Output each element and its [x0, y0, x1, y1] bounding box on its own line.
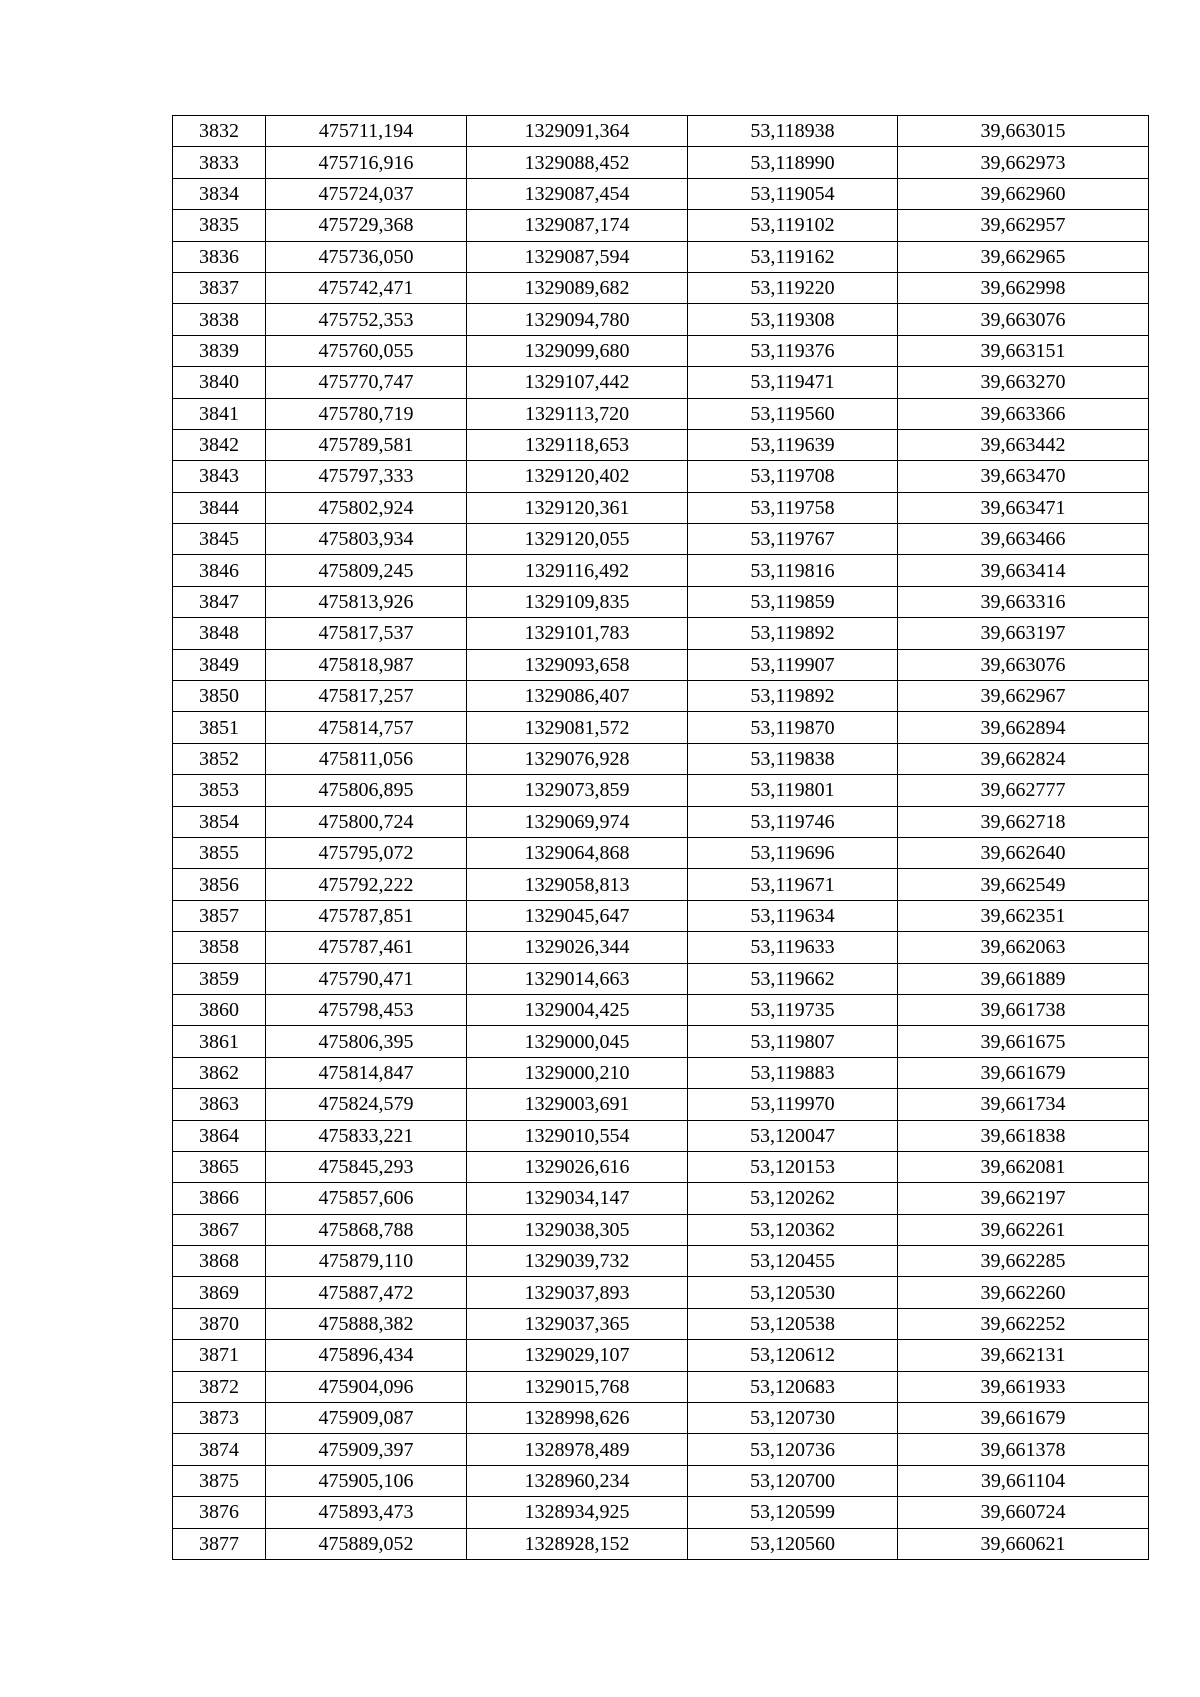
table-row: [173, 1403, 1149, 1434]
table-row: [173, 649, 1149, 680]
longitude-cell: 39,662063: [898, 932, 1149, 963]
y-coordinate-cell: 1329094,780: [467, 304, 688, 335]
longitude-cell: 39,662260: [898, 1277, 1149, 1308]
point-number-cell: 3865: [173, 1151, 266, 1182]
point-number-cell: 3854: [173, 806, 266, 837]
y-coordinate-cell: 1329026,344: [467, 932, 688, 963]
point-number-cell: 3860: [173, 994, 266, 1025]
table-row: [173, 1308, 1149, 1339]
latitude-cell: 53,120047: [688, 1120, 898, 1151]
point-number-cell: 3858: [173, 932, 266, 963]
table-row: [173, 963, 1149, 994]
latitude-cell: 53,119807: [688, 1026, 898, 1057]
table-row: [173, 304, 1149, 335]
x-coordinate-cell: 475817,257: [266, 681, 467, 712]
y-coordinate-cell: 1329003,691: [467, 1089, 688, 1120]
x-coordinate-cell: 475888,382: [266, 1308, 467, 1339]
latitude-cell: 53,119907: [688, 649, 898, 680]
point-number-cell: 3836: [173, 241, 266, 272]
table-row: [173, 1214, 1149, 1245]
table-row: [173, 1528, 1149, 1559]
table-row: [173, 524, 1149, 555]
table-row: [173, 178, 1149, 209]
table-row: [173, 712, 1149, 743]
point-number-cell: 3867: [173, 1214, 266, 1245]
y-coordinate-cell: 1328960,234: [467, 1465, 688, 1496]
x-coordinate-cell: 475896,434: [266, 1340, 467, 1371]
table-row: [173, 335, 1149, 366]
x-coordinate-cell: 475818,987: [266, 649, 467, 680]
table-row: [173, 1277, 1149, 1308]
longitude-cell: 39,662261: [898, 1214, 1149, 1245]
x-coordinate-cell: 475798,453: [266, 994, 467, 1025]
point-number-cell: 3840: [173, 367, 266, 398]
longitude-cell: 39,663470: [898, 461, 1149, 492]
longitude-cell: 39,663076: [898, 304, 1149, 335]
table-row: [173, 1151, 1149, 1182]
table-row: [173, 1371, 1149, 1402]
longitude-cell: 39,662640: [898, 837, 1149, 868]
x-coordinate-cell: 475789,581: [266, 429, 467, 460]
x-coordinate-cell: 475893,473: [266, 1497, 467, 1528]
table-row: [173, 147, 1149, 178]
x-coordinate-cell: 475845,293: [266, 1151, 467, 1182]
longitude-cell: 39,660621: [898, 1528, 1149, 1559]
x-coordinate-cell: 475889,052: [266, 1528, 467, 1559]
longitude-cell: 39,661838: [898, 1120, 1149, 1151]
point-number-cell: 3835: [173, 210, 266, 241]
latitude-cell: 53,119220: [688, 272, 898, 303]
x-coordinate-cell: 475711,194: [266, 116, 467, 147]
x-coordinate-cell: 475806,395: [266, 1026, 467, 1057]
longitude-cell: 39,662197: [898, 1183, 1149, 1214]
longitude-cell: 39,661738: [898, 994, 1149, 1025]
latitude-cell: 53,119708: [688, 461, 898, 492]
x-coordinate-cell: 475792,222: [266, 869, 467, 900]
y-coordinate-cell: 1329045,647: [467, 900, 688, 931]
y-coordinate-cell: 1329118,653: [467, 429, 688, 460]
y-coordinate-cell: 1329004,425: [467, 994, 688, 1025]
table-row: [173, 210, 1149, 241]
x-coordinate-cell: 475790,471: [266, 963, 467, 994]
y-coordinate-cell: 1329113,720: [467, 398, 688, 429]
latitude-cell: 53,119633: [688, 932, 898, 963]
longitude-cell: 39,662957: [898, 210, 1149, 241]
y-coordinate-cell: 1329099,680: [467, 335, 688, 366]
table-row: [173, 272, 1149, 303]
x-coordinate-cell: 475824,579: [266, 1089, 467, 1120]
point-number-cell: 3856: [173, 869, 266, 900]
table-row: [173, 1434, 1149, 1465]
latitude-cell: 53,120530: [688, 1277, 898, 1308]
point-number-cell: 3851: [173, 712, 266, 743]
latitude-cell: 53,119735: [688, 994, 898, 1025]
point-number-cell: 3843: [173, 461, 266, 492]
longitude-cell: 39,661933: [898, 1371, 1149, 1402]
point-number-cell: 3837: [173, 272, 266, 303]
point-number-cell: 3859: [173, 963, 266, 994]
point-number-cell: 3833: [173, 147, 266, 178]
latitude-cell: 53,119662: [688, 963, 898, 994]
longitude-cell: 39,662894: [898, 712, 1149, 743]
y-coordinate-cell: 1329038,305: [467, 1214, 688, 1245]
table-row: [173, 555, 1149, 586]
point-number-cell: 3852: [173, 743, 266, 774]
longitude-cell: 39,661378: [898, 1434, 1149, 1465]
y-coordinate-cell: 1328928,152: [467, 1528, 688, 1559]
x-coordinate-cell: 475760,055: [266, 335, 467, 366]
longitude-cell: 39,662777: [898, 775, 1149, 806]
x-coordinate-cell: 475795,072: [266, 837, 467, 868]
x-coordinate-cell: 475833,221: [266, 1120, 467, 1151]
y-coordinate-cell: 1329014,663: [467, 963, 688, 994]
longitude-cell: 39,662252: [898, 1308, 1149, 1339]
latitude-cell: 53,119758: [688, 492, 898, 523]
point-number-cell: 3873: [173, 1403, 266, 1434]
point-number-cell: 3853: [173, 775, 266, 806]
longitude-cell: 39,662285: [898, 1246, 1149, 1277]
longitude-cell: 39,663151: [898, 335, 1149, 366]
x-coordinate-cell: 475800,724: [266, 806, 467, 837]
table-row: [173, 1089, 1149, 1120]
y-coordinate-cell: 1329064,868: [467, 837, 688, 868]
y-coordinate-cell: 1329087,454: [467, 178, 688, 209]
table-row: [173, 806, 1149, 837]
table-row: [173, 618, 1149, 649]
point-number-cell: 3876: [173, 1497, 266, 1528]
latitude-cell: 53,119671: [688, 869, 898, 900]
latitude-cell: 53,120700: [688, 1465, 898, 1496]
x-coordinate-cell: 475857,606: [266, 1183, 467, 1214]
table-row: [173, 367, 1149, 398]
x-coordinate-cell: 475752,353: [266, 304, 467, 335]
x-coordinate-cell: 475803,934: [266, 524, 467, 555]
table-row: [173, 492, 1149, 523]
longitude-cell: 39,662960: [898, 178, 1149, 209]
longitude-cell: 39,663015: [898, 116, 1149, 147]
longitude-cell: 39,663270: [898, 367, 1149, 398]
latitude-cell: 53,120730: [688, 1403, 898, 1434]
point-number-cell: 3877: [173, 1528, 266, 1559]
point-number-cell: 3848: [173, 618, 266, 649]
x-coordinate-cell: 475797,333: [266, 461, 467, 492]
table-row: [173, 932, 1149, 963]
y-coordinate-cell: 1329058,813: [467, 869, 688, 900]
latitude-cell: 53,120262: [688, 1183, 898, 1214]
x-coordinate-cell: 475736,050: [266, 241, 467, 272]
point-number-cell: 3832: [173, 116, 266, 147]
y-coordinate-cell: 1329087,594: [467, 241, 688, 272]
coordinates-table: [172, 115, 1149, 1560]
latitude-cell: 53,120736: [688, 1434, 898, 1465]
y-coordinate-cell: 1329120,361: [467, 492, 688, 523]
point-number-cell: 3850: [173, 681, 266, 712]
y-coordinate-cell: 1329076,928: [467, 743, 688, 774]
y-coordinate-cell: 1329086,407: [467, 681, 688, 712]
longitude-cell: 39,662718: [898, 806, 1149, 837]
latitude-cell: 53,120362: [688, 1214, 898, 1245]
y-coordinate-cell: 1329107,442: [467, 367, 688, 398]
table-row: [173, 681, 1149, 712]
x-coordinate-cell: 475729,368: [266, 210, 467, 241]
latitude-cell: 53,120683: [688, 1371, 898, 1402]
point-number-cell: 3857: [173, 900, 266, 931]
longitude-cell: 39,662824: [898, 743, 1149, 774]
y-coordinate-cell: 1329039,732: [467, 1246, 688, 1277]
latitude-cell: 53,119746: [688, 806, 898, 837]
point-number-cell: 3847: [173, 586, 266, 617]
y-coordinate-cell: 1329089,682: [467, 272, 688, 303]
longitude-cell: 39,662965: [898, 241, 1149, 272]
longitude-cell: 39,661675: [898, 1026, 1149, 1057]
latitude-cell: 53,120612: [688, 1340, 898, 1371]
table-row: [173, 743, 1149, 774]
x-coordinate-cell: 475909,397: [266, 1434, 467, 1465]
point-number-cell: 3870: [173, 1308, 266, 1339]
latitude-cell: 53,119892: [688, 618, 898, 649]
x-coordinate-cell: 475770,747: [266, 367, 467, 398]
y-coordinate-cell: 1329026,616: [467, 1151, 688, 1182]
point-number-cell: 3839: [173, 335, 266, 366]
latitude-cell: 53,119838: [688, 743, 898, 774]
x-coordinate-cell: 475814,847: [266, 1057, 467, 1088]
x-coordinate-cell: 475879,110: [266, 1246, 467, 1277]
longitude-cell: 39,662081: [898, 1151, 1149, 1182]
latitude-cell: 53,119816: [688, 555, 898, 586]
table-row: [173, 1183, 1149, 1214]
point-number-cell: 3849: [173, 649, 266, 680]
point-number-cell: 3834: [173, 178, 266, 209]
longitude-cell: 39,661889: [898, 963, 1149, 994]
latitude-cell: 53,119560: [688, 398, 898, 429]
latitude-cell: 53,119892: [688, 681, 898, 712]
y-coordinate-cell: 1329116,492: [467, 555, 688, 586]
point-number-cell: 3841: [173, 398, 266, 429]
x-coordinate-cell: 475742,471: [266, 272, 467, 303]
point-number-cell: 3842: [173, 429, 266, 460]
point-number-cell: 3861: [173, 1026, 266, 1057]
table-row: [173, 1246, 1149, 1277]
y-coordinate-cell: 1329120,055: [467, 524, 688, 555]
x-coordinate-cell: 475814,757: [266, 712, 467, 743]
point-number-cell: 3844: [173, 492, 266, 523]
x-coordinate-cell: 475716,916: [266, 147, 467, 178]
y-coordinate-cell: 1329109,835: [467, 586, 688, 617]
table-row: [173, 1465, 1149, 1496]
x-coordinate-cell: 475887,472: [266, 1277, 467, 1308]
latitude-cell: 53,119054: [688, 178, 898, 209]
latitude-cell: 53,119870: [688, 712, 898, 743]
point-number-cell: 3871: [173, 1340, 266, 1371]
x-coordinate-cell: 475787,461: [266, 932, 467, 963]
x-coordinate-cell: 475904,096: [266, 1371, 467, 1402]
x-coordinate-cell: 475780,719: [266, 398, 467, 429]
table-row: [173, 837, 1149, 868]
point-number-cell: 3864: [173, 1120, 266, 1151]
latitude-cell: 53,119639: [688, 429, 898, 460]
point-number-cell: 3845: [173, 524, 266, 555]
y-coordinate-cell: 1329029,107: [467, 1340, 688, 1371]
table-row: [173, 429, 1149, 460]
latitude-cell: 53,119634: [688, 900, 898, 931]
point-number-cell: 3862: [173, 1057, 266, 1088]
longitude-cell: 39,661679: [898, 1057, 1149, 1088]
latitude-cell: 53,120599: [688, 1497, 898, 1528]
y-coordinate-cell: 1329037,893: [467, 1277, 688, 1308]
latitude-cell: 53,119471: [688, 367, 898, 398]
latitude-cell: 53,120538: [688, 1308, 898, 1339]
table-row: [173, 775, 1149, 806]
latitude-cell: 53,119883: [688, 1057, 898, 1088]
longitude-cell: 39,663466: [898, 524, 1149, 555]
x-coordinate-cell: 475817,537: [266, 618, 467, 649]
point-number-cell: 3838: [173, 304, 266, 335]
y-coordinate-cell: 1329093,658: [467, 649, 688, 680]
latitude-cell: 53,118938: [688, 116, 898, 147]
longitude-cell: 39,661104: [898, 1465, 1149, 1496]
x-coordinate-cell: 475787,851: [266, 900, 467, 931]
point-number-cell: 3869: [173, 1277, 266, 1308]
x-coordinate-cell: 475724,037: [266, 178, 467, 209]
x-coordinate-cell: 475813,926: [266, 586, 467, 617]
latitude-cell: 53,119801: [688, 775, 898, 806]
table-row: [173, 1120, 1149, 1151]
latitude-cell: 53,119162: [688, 241, 898, 272]
y-coordinate-cell: 1329120,402: [467, 461, 688, 492]
y-coordinate-cell: 1329015,768: [467, 1371, 688, 1402]
y-coordinate-cell: 1329010,554: [467, 1120, 688, 1151]
latitude-cell: 53,118990: [688, 147, 898, 178]
longitude-cell: 39,662998: [898, 272, 1149, 303]
longitude-cell: 39,662131: [898, 1340, 1149, 1371]
table-row: [173, 994, 1149, 1025]
point-number-cell: 3855: [173, 837, 266, 868]
latitude-cell: 53,120153: [688, 1151, 898, 1182]
longitude-cell: 39,663471: [898, 492, 1149, 523]
table-row: [173, 900, 1149, 931]
y-coordinate-cell: 1329073,859: [467, 775, 688, 806]
point-number-cell: 3872: [173, 1371, 266, 1402]
y-coordinate-cell: 1329081,572: [467, 712, 688, 743]
point-number-cell: 3846: [173, 555, 266, 586]
table-row: [173, 586, 1149, 617]
latitude-cell: 53,119308: [688, 304, 898, 335]
x-coordinate-cell: 475802,924: [266, 492, 467, 523]
x-coordinate-cell: 475806,895: [266, 775, 467, 806]
longitude-cell: 39,660724: [898, 1497, 1149, 1528]
longitude-cell: 39,663442: [898, 429, 1149, 460]
table-row: [173, 1026, 1149, 1057]
latitude-cell: 53,120560: [688, 1528, 898, 1559]
coordinates-table-body: [173, 116, 1149, 1560]
latitude-cell: 53,119696: [688, 837, 898, 868]
point-number-cell: 3863: [173, 1089, 266, 1120]
x-coordinate-cell: 475909,087: [266, 1403, 467, 1434]
longitude-cell: 39,663414: [898, 555, 1149, 586]
table-row: [173, 398, 1149, 429]
latitude-cell: 53,119102: [688, 210, 898, 241]
y-coordinate-cell: 1329087,174: [467, 210, 688, 241]
x-coordinate-cell: 475868,788: [266, 1214, 467, 1245]
y-coordinate-cell: 1328934,925: [467, 1497, 688, 1528]
x-coordinate-cell: 475905,106: [266, 1465, 467, 1496]
y-coordinate-cell: 1329101,783: [467, 618, 688, 649]
table-row: [173, 869, 1149, 900]
y-coordinate-cell: 1329088,452: [467, 147, 688, 178]
y-coordinate-cell: 1329000,210: [467, 1057, 688, 1088]
y-coordinate-cell: 1329034,147: [467, 1183, 688, 1214]
y-coordinate-cell: 1329000,045: [467, 1026, 688, 1057]
longitude-cell: 39,661734: [898, 1089, 1149, 1120]
point-number-cell: 3874: [173, 1434, 266, 1465]
point-number-cell: 3866: [173, 1183, 266, 1214]
longitude-cell: 39,661679: [898, 1403, 1149, 1434]
longitude-cell: 39,662973: [898, 147, 1149, 178]
y-coordinate-cell: 1329037,365: [467, 1308, 688, 1339]
longitude-cell: 39,662351: [898, 900, 1149, 931]
point-number-cell: 3875: [173, 1465, 266, 1496]
y-coordinate-cell: 1329091,364: [467, 116, 688, 147]
latitude-cell: 53,119859: [688, 586, 898, 617]
x-coordinate-cell: 475811,056: [266, 743, 467, 774]
table-row: [173, 1057, 1149, 1088]
table-row: [173, 1497, 1149, 1528]
x-coordinate-cell: 475809,245: [266, 555, 467, 586]
table-row: [173, 116, 1149, 147]
table-row: [173, 1340, 1149, 1371]
longitude-cell: 39,663197: [898, 618, 1149, 649]
point-number-cell: 3868: [173, 1246, 266, 1277]
latitude-cell: 53,120455: [688, 1246, 898, 1277]
latitude-cell: 53,119376: [688, 335, 898, 366]
longitude-cell: 39,662967: [898, 681, 1149, 712]
y-coordinate-cell: 1328998,626: [467, 1403, 688, 1434]
latitude-cell: 53,119970: [688, 1089, 898, 1120]
longitude-cell: 39,663076: [898, 649, 1149, 680]
y-coordinate-cell: 1328978,489: [467, 1434, 688, 1465]
table-row: [173, 241, 1149, 272]
longitude-cell: 39,663366: [898, 398, 1149, 429]
longitude-cell: 39,662549: [898, 869, 1149, 900]
longitude-cell: 39,663316: [898, 586, 1149, 617]
table-row: [173, 461, 1149, 492]
y-coordinate-cell: 1329069,974: [467, 806, 688, 837]
latitude-cell: 53,119767: [688, 524, 898, 555]
